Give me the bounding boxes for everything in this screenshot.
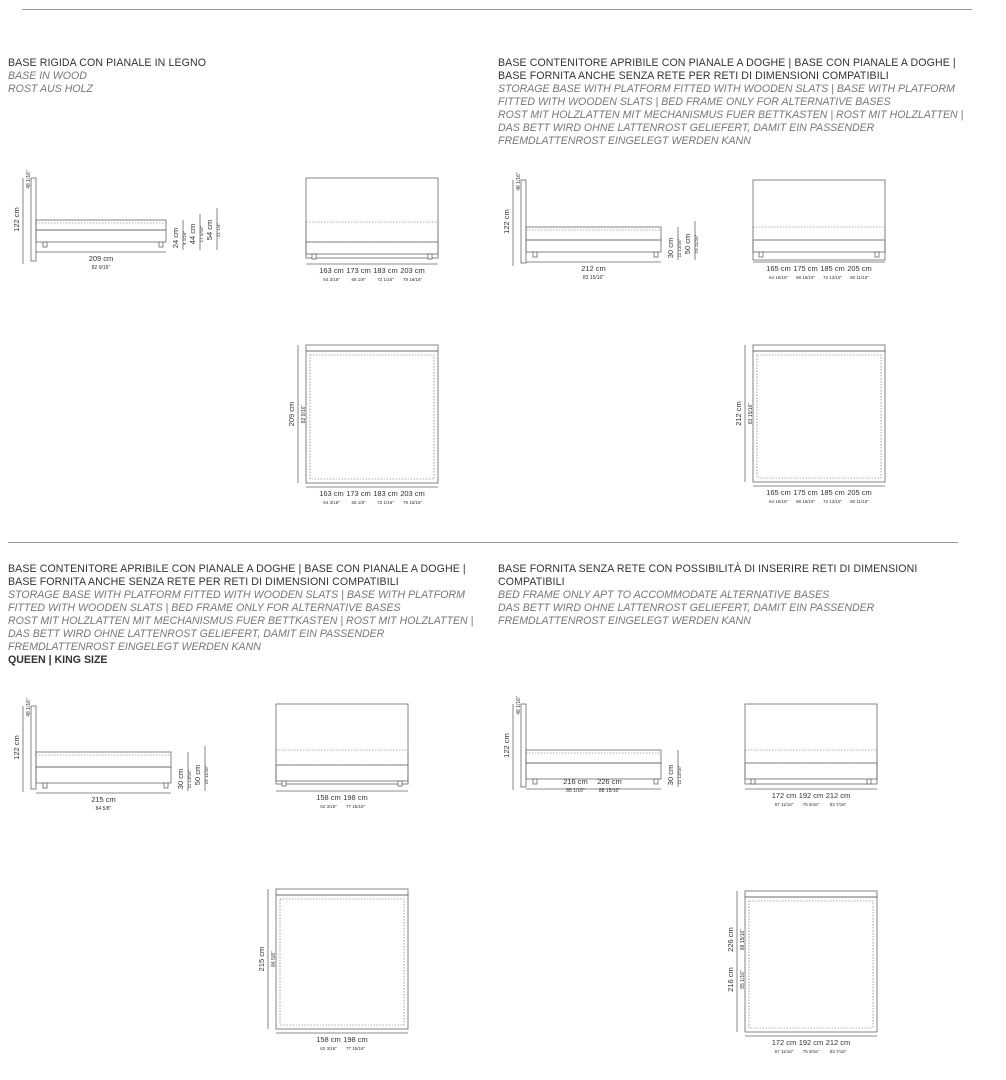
s4-plan-length-in-1: 88 15/16" <box>740 928 746 951</box>
s1-front-mattress <box>306 222 438 242</box>
s1-side-height-in: 48 1/16" <box>26 170 32 189</box>
s1-front-width-cm-0: 163 cm <box>319 266 344 275</box>
s3-front-mattress <box>276 750 408 765</box>
s1-side-length-in: 82 9/16" <box>91 265 111 271</box>
s4-side-vdim-in-0: 11 13/16" <box>677 765 682 785</box>
s1-side-vdim-in-1: 17 5/16" <box>199 225 204 243</box>
s1-plan-width-cm-3: 203 cm <box>400 489 425 498</box>
s4-plan-width-cm-2: 212 cm <box>825 1038 851 1047</box>
s1-plan-width-cm-2: 183 cm <box>373 489 398 498</box>
s4-side-base <box>526 763 661 779</box>
s1-front-width-cm-3: 203 cm <box>400 266 425 275</box>
s2-front-width-cm-0: 165 cm <box>766 264 791 273</box>
s3-side-vdim-in-0: 11 13/16" <box>187 769 192 789</box>
section-3-subtitle-line-3: ROST MIT HOLZLATTEN MIT MECHANISMUS FUER BETTKASTEN | ROST MIT HOLZLATTEN | <box>8 615 474 627</box>
section-3-size-note: QUEEN | KING SIZE <box>8 654 108 666</box>
section-4-title-line-1: BASE FORNITA SENZA RETE CON POSSIBILITÀ DI INSERIRE RETI DI DIMENSIONI <box>498 563 918 575</box>
s4-front-foot-right <box>867 779 871 784</box>
s2-side-vdim-in-1: 19 11/16" <box>694 234 699 254</box>
section-2-subtitle-line-1: STORAGE BASE WITH PLATFORM FITTED WITH WOODEN SLATS | BASE WITH PLATFORM <box>498 83 955 95</box>
s3-front-headboard <box>276 704 408 784</box>
section-2-subtitle-line-3: ROST MIT HOLZLATTEN MIT MECHANISMUS FUER BETTKASTEN | ROST MIT HOLZLATTEN | <box>498 109 964 121</box>
s2-plan-width-in-2: 72 13/16" <box>822 499 843 504</box>
s1-side-vdim-in-0: 9 1/16" <box>182 230 187 246</box>
s1-side-vdim-cm-1: 44 cm <box>188 223 197 245</box>
s4-side-length-cm-0: 216 cm <box>563 777 588 786</box>
s2-front-base <box>753 240 885 252</box>
s4-side-length-in-1: 88 15/16" <box>598 788 621 794</box>
s4-side-vdim-cm-0: 30 cm <box>666 764 675 786</box>
s4-side-height-in: 48 1/16" <box>516 696 522 715</box>
section-2-subtitle-line-4: DAS BETT WIRD OHNE LATTENROST GELIEFERT, DAMIT EIN PASSENDER <box>498 122 875 134</box>
s2-side-headboard <box>521 180 526 263</box>
s2-front-width-in-3: 80 11/16" <box>850 275 869 280</box>
s4-side-length-in-0: 85 1/16" <box>566 788 585 794</box>
s3-plan-width-cm-1: 198 cm <box>343 1035 368 1044</box>
section-2-title-line-2: BASE FORNITA ANCHE SENZA RETE PER RETI DI DIMENSIONI COMPATIBILI <box>498 70 889 82</box>
s4-plan-width-in-1: 75 9/16" <box>802 1049 820 1054</box>
section-4-subtitle-line-1: BED FRAME ONLY APT TO ACCOMMODATE ALTERNATIVE BASES <box>498 589 830 601</box>
s2-plan-width-in-1: 68 15/16" <box>795 499 816 504</box>
s3-side-platform <box>36 752 171 767</box>
s2-side-length-in: 83 15/16" <box>582 275 605 281</box>
s2-plan-mattress <box>757 355 881 478</box>
s3-plan-outline <box>276 895 408 1029</box>
s2-front-foot-left <box>759 252 763 257</box>
section-3-subtitle-line-4: DAS BETT WIRD OHNE LATTENROST GELIEFERT, DAMIT EIN PASSENDER <box>8 628 385 640</box>
s1-plan-width-in-2: 72 1/16" <box>377 500 394 505</box>
section-3-title-line-2: BASE FORNITA ANCHE SENZA RETE PER RETI DI DIMENSIONI COMPATIBILI <box>8 576 399 588</box>
s4-side-platform <box>526 750 661 763</box>
s1-plan-width-cm-1: 173 cm <box>346 489 371 498</box>
s2-side-height-cm: 122 cm <box>502 209 511 234</box>
s2-side-vdim-cm-1: 50 cm <box>683 233 692 255</box>
s1-front-width-in-1: 68 1/8" <box>351 277 366 282</box>
s3-plan-headboard <box>276 889 408 895</box>
s3-plan-width-in-1: 77 15/16" <box>345 1046 366 1051</box>
s1-front-width-in-3: 79 15/16" <box>402 277 423 282</box>
s1-side-vdim-cm-2: 54 cm <box>205 219 214 241</box>
section-1-subtitle-line-2: ROST AUS HOLZ <box>8 83 93 95</box>
s4-side-headboard <box>521 704 526 787</box>
s1-plan-outline <box>306 351 438 483</box>
s1-plan-length-cm: 209 cm <box>287 401 296 427</box>
section-1-subtitle-line-1: BASE IN WOOD <box>8 70 87 82</box>
s2-side-foot-front <box>533 252 537 257</box>
s2-side-foot-back <box>654 252 658 257</box>
s3-plan-length-in: 84 5/8" <box>271 951 277 967</box>
s4-side-height-cm: 122 cm <box>502 733 511 758</box>
s1-side-height-cm: 122 cm <box>12 207 21 232</box>
s3-side-length-in: 84 5/8" <box>95 806 112 812</box>
s2-front-mattress <box>753 227 885 240</box>
s1-front-width-in-2: 72 1/16" <box>377 277 394 282</box>
s1-plan-mattress <box>310 355 434 479</box>
s3-plan-width-cm-0: 158 cm <box>316 1035 341 1044</box>
s4-side-length-cm-1: 226 cm <box>597 777 622 786</box>
s3-plan-mattress <box>280 899 404 1025</box>
section-1-title-line-1: BASE RIGIDA CON PIANALE IN LEGNO <box>8 57 207 69</box>
s1-plan-width-in-1: 68 1/8" <box>351 500 366 505</box>
s3-front-foot-left <box>282 781 286 786</box>
s1-side-foot-back <box>159 242 163 247</box>
s1-side-foot-front <box>43 242 47 247</box>
s2-plan-width-cm-2: 185 cm <box>820 488 845 497</box>
s1-front-headboard <box>306 178 438 258</box>
s3-front-width-cm-0: 158 cm <box>316 793 341 802</box>
s3-plan-length-cm: 215 cm <box>257 946 266 972</box>
s3-side-vdim-cm-1: 50 cm <box>193 764 202 786</box>
s4-plan-headboard <box>745 891 877 897</box>
s2-plan-outline <box>753 351 885 482</box>
s1-side-headboard <box>31 178 36 261</box>
s4-plan-mattress <box>749 901 873 1028</box>
s3-front-foot-right <box>398 781 402 786</box>
s3-side-height-in: 48 1/16" <box>26 698 32 717</box>
section-2-title-line-1: BASE CONTENITORE APRIBILE CON PIANALE A DOGHE | BASE CON PIANALE A DOGHE | <box>498 57 956 69</box>
s4-plan-length-cm-0: 216 cm <box>726 967 735 992</box>
s1-side-vdim-cm-0: 24 cm <box>171 227 180 249</box>
s4-plan-width-cm-1: 192 cm <box>798 1038 824 1047</box>
s2-front-width-in-1: 68 15/16" <box>795 275 816 280</box>
s3-side-vdim-cm-0: 30 cm <box>176 768 185 790</box>
s1-side-vdim-in-2: 21 1/4" <box>216 222 221 238</box>
s4-front-width-cm-0: 172 cm <box>771 791 797 800</box>
s3-plan-width-in-0: 62 3/16" <box>320 1046 337 1051</box>
s1-front-foot-left <box>312 254 316 259</box>
s3-side-length-cm: 215 cm <box>91 795 116 804</box>
s4-side-foot-front <box>533 779 537 784</box>
s1-plan-width-in-0: 64 3/16" <box>323 500 340 505</box>
s1-front-width-cm-2: 183 cm <box>373 266 398 275</box>
s1-plan-width-in-3: 79 15/16" <box>402 500 423 505</box>
s2-front-foot-right <box>875 252 879 257</box>
s2-plan-headboard <box>753 345 885 351</box>
s2-plan-width-in-0: 64 15/16" <box>768 499 789 504</box>
s3-side-headboard <box>31 706 36 789</box>
section-3-subtitle-line-1: STORAGE BASE WITH PLATFORM FITTED WITH WOODEN SLATS | BASE WITH PLATFORM <box>8 589 465 601</box>
s3-side-foot-back <box>164 783 168 788</box>
section-4-subtitle-line-2: DAS BETT WIRD OHNE LATTENROST GELIEFERT, DAMIT EIN PASSENDER <box>498 602 875 614</box>
section-3-title-line-1: BASE CONTENITORE APRIBILE CON PIANALE A DOGHE | BASE CON PIANALE A DOGHE | <box>8 563 466 575</box>
s2-side-platform <box>526 227 661 240</box>
s4-front-width-in-2: 83 7/16" <box>829 802 847 807</box>
s2-front-headboard <box>753 180 885 260</box>
section-3-subtitle-line-2: FITTED WITH WOODEN SLATS | BED FRAME ONLY FOR ALTERNATIVE BASES <box>8 602 401 614</box>
s1-front-width-in-0: 64 3/16" <box>323 277 340 282</box>
s3-side-foot-front <box>43 783 47 788</box>
s4-side-foot-back <box>654 779 658 784</box>
s4-front-base <box>745 763 877 779</box>
s4-front-width-cm-2: 212 cm <box>825 791 851 800</box>
s1-front-foot-right <box>428 254 432 259</box>
s2-plan-length-in: 83 15/16" <box>748 402 754 425</box>
s4-plan-outline <box>745 897 877 1032</box>
s2-side-length-cm: 212 cm <box>581 264 606 273</box>
s2-plan-width-in-3: 80 11/16" <box>850 499 869 504</box>
s3-front-base <box>276 765 408 781</box>
s1-plan-length-in: 82 9/16" <box>301 404 307 424</box>
s2-side-vdim-in-0: 11 13/16" <box>677 238 682 258</box>
s2-front-width-in-2: 72 13/16" <box>822 275 843 280</box>
section-4-title-line-2: COMPATIBILI <box>498 576 565 588</box>
s2-plan-length-cm: 212 cm <box>734 401 743 426</box>
section-4-subtitle-line-3: FREMDLATTENROST EINGELEGT WERDEN KANN <box>498 615 751 627</box>
s4-front-headboard <box>745 704 877 784</box>
s2-side-base <box>526 240 661 252</box>
s2-front-width-cm-3: 205 cm <box>847 264 872 273</box>
s1-plan-headboard <box>306 345 438 351</box>
section-2-subtitle-line-2: FITTED WITH WOODEN SLATS | BED FRAME ONLY FOR ALTERNATIVE BASES <box>498 96 891 108</box>
s1-front-base <box>306 242 438 254</box>
s3-side-vdim-in-1: 19 11/16" <box>204 765 209 785</box>
s2-front-width-cm-2: 185 cm <box>820 264 845 273</box>
s4-front-width-in-0: 67 11/16" <box>774 802 794 807</box>
s2-plan-width-cm-1: 175 cm <box>793 488 818 497</box>
s2-side-height-in: 48 1/16" <box>516 172 522 191</box>
s4-plan-width-in-0: 67 11/16" <box>774 1049 794 1054</box>
s2-side-vdim-cm-0: 30 cm <box>666 237 675 259</box>
s3-front-width-cm-1: 198 cm <box>343 793 368 802</box>
s4-front-mattress <box>745 750 877 763</box>
s4-plan-length-cm-1: 226 cm <box>726 927 735 952</box>
s3-side-base <box>36 767 171 783</box>
s1-plan-width-cm-0: 163 cm <box>319 489 344 498</box>
s4-plan-width-cm-0: 172 cm <box>771 1038 797 1047</box>
s4-front-width-cm-1: 192 cm <box>798 791 824 800</box>
s4-plan-width-in-2: 83 7/16" <box>829 1049 847 1054</box>
s3-side-height-cm: 122 cm <box>12 735 21 760</box>
s3-front-width-in-1: 77 15/16" <box>345 804 366 809</box>
s4-plan-length-in-0: 85 1/16" <box>740 970 746 989</box>
s2-front-width-in-0: 64 15/16" <box>768 275 789 280</box>
s1-front-width-cm-1: 173 cm <box>346 266 371 275</box>
s2-plan-width-cm-3: 205 cm <box>847 488 872 497</box>
s4-front-width-in-1: 75 9/16" <box>802 802 820 807</box>
s2-front-width-cm-1: 175 cm <box>793 264 818 273</box>
s1-side-base <box>36 230 166 242</box>
section-3-subtitle-line-5: FREMDLATTENROST EINGELEGT WERDEN KANN <box>8 641 261 653</box>
s4-front-foot-left <box>751 779 755 784</box>
s1-side-length-cm: 209 cm <box>88 254 114 263</box>
s2-plan-width-cm-0: 165 cm <box>766 488 791 497</box>
section-2-subtitle-line-5: FREMDLATTENROST EINGELEGT WERDEN KANN <box>498 135 751 147</box>
s1-side-platform <box>36 220 166 230</box>
s3-front-width-in-0: 62 3/16" <box>320 804 337 809</box>
